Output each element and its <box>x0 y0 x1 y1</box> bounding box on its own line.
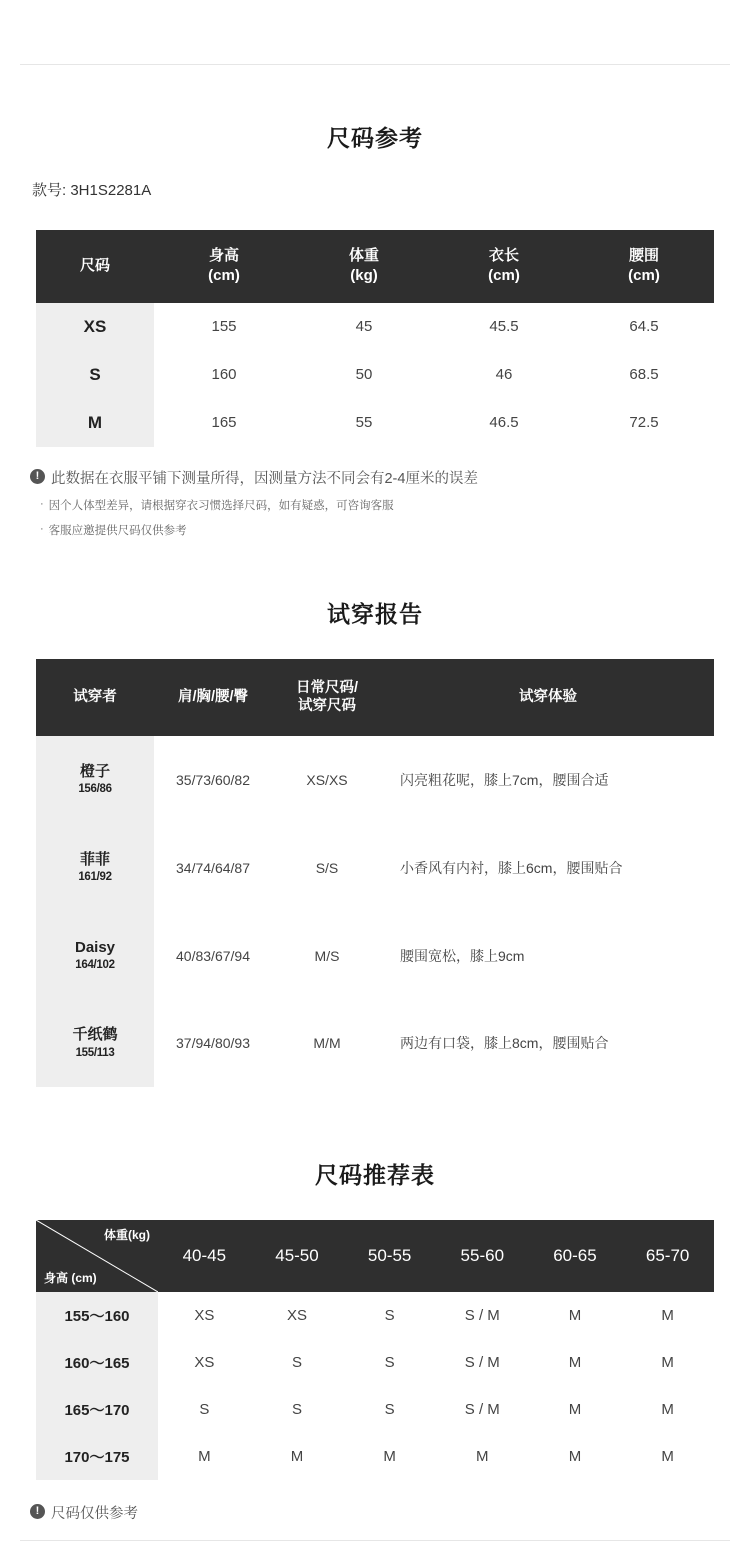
page-title-size-recommendation: 尺码推荐表 <box>315 1162 435 1189</box>
cell-sizes: M/M <box>272 999 382 1087</box>
col-header-sizes-line1: 日常尺码/ <box>295 679 359 696</box>
cell-recommended-size: M <box>621 1433 714 1480</box>
table-row <box>36 999 714 1087</box>
cell-model <box>36 736 154 824</box>
table-header-row <box>36 1220 714 1292</box>
top-divider <box>20 64 730 65</box>
cell-recommended-size: M <box>529 1386 622 1433</box>
corner-weight-label: 体重(kg) <box>104 1228 150 1243</box>
cell-recommended-size: XS <box>251 1292 344 1339</box>
table-row <box>36 351 714 399</box>
model-name: 千纸鹤 <box>72 1026 118 1044</box>
model-stat: 164/102 <box>75 958 115 971</box>
cell-waist: 72.5 <box>574 399 714 447</box>
cell-model <box>36 999 154 1087</box>
cell-size: XS <box>36 303 154 351</box>
cell-recommended-size: M <box>436 1433 529 1480</box>
table-header-row <box>36 659 714 737</box>
col-header-waist <box>574 230 714 303</box>
col-header-weight-range-1: 40-45 <box>158 1220 251 1292</box>
cell-experience: 闪亮粗花呢，膝上7cm，腰围合适 <box>382 736 714 824</box>
corner-height-label: 身高 (cm) <box>44 1271 97 1286</box>
table-row <box>36 1433 714 1480</box>
table-row <box>36 1386 714 1433</box>
row-header-height: 165～170 <box>36 1386 158 1433</box>
cell-recommended-size: S / M <box>436 1339 529 1386</box>
cell-recommended-size: XS <box>158 1339 251 1386</box>
try-on-table-wrap <box>0 659 750 1088</box>
model-name: 菲菲 <box>79 850 110 868</box>
note-service-reference-text: 客服应邀提供尺码仅供参考 <box>48 524 187 537</box>
cell-size: M <box>36 399 154 447</box>
cell-height: 160 <box>154 351 294 399</box>
col-header-waist-line2: (cm) <box>628 267 660 285</box>
model-name: 橙子 <box>79 763 110 781</box>
exclamation-icon: ! <box>30 1504 45 1519</box>
col-header-waist-line1: 腰围 <box>628 247 659 264</box>
bottom-divider <box>20 1540 730 1541</box>
cell-recommended-size: M <box>529 1339 622 1386</box>
col-header-measurements: 肩/胸/腰/臀 <box>154 659 272 737</box>
cell-recommended-size: M <box>621 1386 714 1433</box>
model-stat: 155/113 <box>75 1046 115 1059</box>
size-recommendation-table <box>36 1220 714 1480</box>
cell-measurements: 40/83/67/94 <box>154 912 272 1000</box>
cell-length: 46.5 <box>434 399 574 447</box>
cell-weight: 55 <box>294 399 434 447</box>
table-row <box>36 736 714 824</box>
col-header-weight-range-3: 50-55 <box>343 1220 436 1292</box>
note-body-difference <box>40 497 720 513</box>
bullet-icon: · <box>40 522 44 535</box>
row-header-height: 155～160 <box>36 1292 158 1339</box>
cell-model <box>36 912 154 1000</box>
cell-recommended-size: M <box>529 1433 622 1480</box>
table-row <box>36 912 714 1000</box>
cell-recommended-size: S <box>251 1339 344 1386</box>
try-on-report-table <box>36 659 714 1088</box>
cell-waist: 64.5 <box>574 303 714 351</box>
cell-recommended-size: M <box>621 1339 714 1386</box>
cell-recommended-size: S <box>251 1386 344 1433</box>
col-header-weight-range-2: 45-50 <box>251 1220 344 1292</box>
model-name: Daisy <box>74 938 116 956</box>
col-header-length-line1: 衣长 <box>488 247 519 264</box>
size-reference-table-wrap <box>0 230 750 447</box>
col-header-height <box>154 230 294 303</box>
style-number: 款号: 3H1S2281A <box>32 182 152 199</box>
table-row <box>36 824 714 912</box>
col-header-weight-range-5: 60-65 <box>529 1220 622 1292</box>
table-row <box>36 1339 714 1386</box>
note-reference-only-text: 尺码仅供参考 <box>51 1506 138 1523</box>
col-header-weight-line2: (kg) <box>350 267 378 285</box>
cell-recommended-size: S <box>158 1386 251 1433</box>
cell-waist: 68.5 <box>574 351 714 399</box>
note-body-difference-text: 因个人体型差异，请根据穿衣习惯选择尺码，如有疑惑，可咨询客服 <box>48 499 394 512</box>
cell-experience: 腰围宽松，膝上9cm <box>382 912 714 1000</box>
cell-experience: 两边有口袋，膝上8cm，腰围贴合 <box>382 999 714 1087</box>
table-row <box>36 303 714 351</box>
cell-measurements: 35/73/60/82 <box>154 736 272 824</box>
cell-sizes: M/S <box>272 912 382 1000</box>
page-title-try-on-report: 试穿报告 <box>327 600 423 627</box>
col-header-model: 试穿者 <box>36 659 154 737</box>
col-header-sizes-line2: 试穿尺码 <box>298 698 356 715</box>
corner-header <box>36 1220 158 1292</box>
cell-measurements: 37/94/80/93 <box>154 999 272 1087</box>
cell-recommended-size: M <box>158 1433 251 1480</box>
corner-header-box <box>36 1220 158 1292</box>
cell-recommended-size: M <box>529 1292 622 1339</box>
cell-recommended-size: S <box>343 1386 436 1433</box>
note-measurement-text: 此数据在衣服平铺下测量所得，因测量方法不同会有2-4厘米的误差 <box>51 470 478 487</box>
col-header-weight-range-4: 55-60 <box>436 1220 529 1292</box>
note-service-reference <box>40 522 720 538</box>
exclamation-icon: ! <box>30 469 45 484</box>
note-reference-only <box>30 1502 720 1523</box>
cell-weight: 45 <box>294 303 434 351</box>
col-header-weight-line1: 体重 <box>348 247 379 264</box>
size-reference-table <box>36 230 714 447</box>
cell-sizes: XS/XS <box>272 736 382 824</box>
cell-recommended-size: S / M <box>436 1292 529 1339</box>
model-stat: 161/92 <box>78 871 112 884</box>
recommend-table-wrap <box>0 1220 750 1480</box>
table-header-row <box>36 230 714 303</box>
cell-recommended-size: S <box>343 1339 436 1386</box>
model-stat: 156/86 <box>78 783 112 796</box>
bullet-icon: · <box>40 497 44 510</box>
table-row <box>36 399 714 447</box>
cell-recommended-size: M <box>621 1292 714 1339</box>
col-header-length <box>434 230 574 303</box>
note-measurement <box>30 467 720 488</box>
row-header-height: 160～165 <box>36 1339 158 1386</box>
col-header-weight <box>294 230 434 303</box>
cell-sizes: S/S <box>272 824 382 912</box>
col-header-length-line2: (cm) <box>488 267 520 285</box>
col-header-weight-range-6: 65-70 <box>621 1220 714 1292</box>
col-header-sizes <box>272 659 382 737</box>
cell-recommended-size: XS <box>158 1292 251 1339</box>
cell-height: 155 <box>154 303 294 351</box>
cell-weight: 50 <box>294 351 434 399</box>
col-header-experience: 试穿体验 <box>382 659 714 737</box>
cell-height: 165 <box>154 399 294 447</box>
col-header-height-line2: (cm) <box>208 267 240 285</box>
col-header-height-line1: 身高 <box>208 247 239 264</box>
table-row <box>36 1292 714 1339</box>
cell-recommended-size: M <box>251 1433 344 1480</box>
cell-recommended-size: S <box>343 1292 436 1339</box>
page-title-size-reference: 尺码参考 <box>327 125 423 151</box>
cell-measurements: 34/74/64/87 <box>154 824 272 912</box>
cell-length: 46 <box>434 351 574 399</box>
cell-recommended-size: M <box>343 1433 436 1480</box>
cell-recommended-size: S / M <box>436 1386 529 1433</box>
cell-model <box>36 824 154 912</box>
cell-length: 45.5 <box>434 303 574 351</box>
cell-experience: 小香风有内衬，膝上6cm，腰围贴合 <box>382 824 714 912</box>
recommend-note <box>0 1502 750 1563</box>
col-header-size: 尺码 <box>36 230 154 303</box>
row-header-height: 170～175 <box>36 1433 158 1480</box>
cell-size: S <box>36 351 154 399</box>
size-reference-notes <box>0 467 750 538</box>
